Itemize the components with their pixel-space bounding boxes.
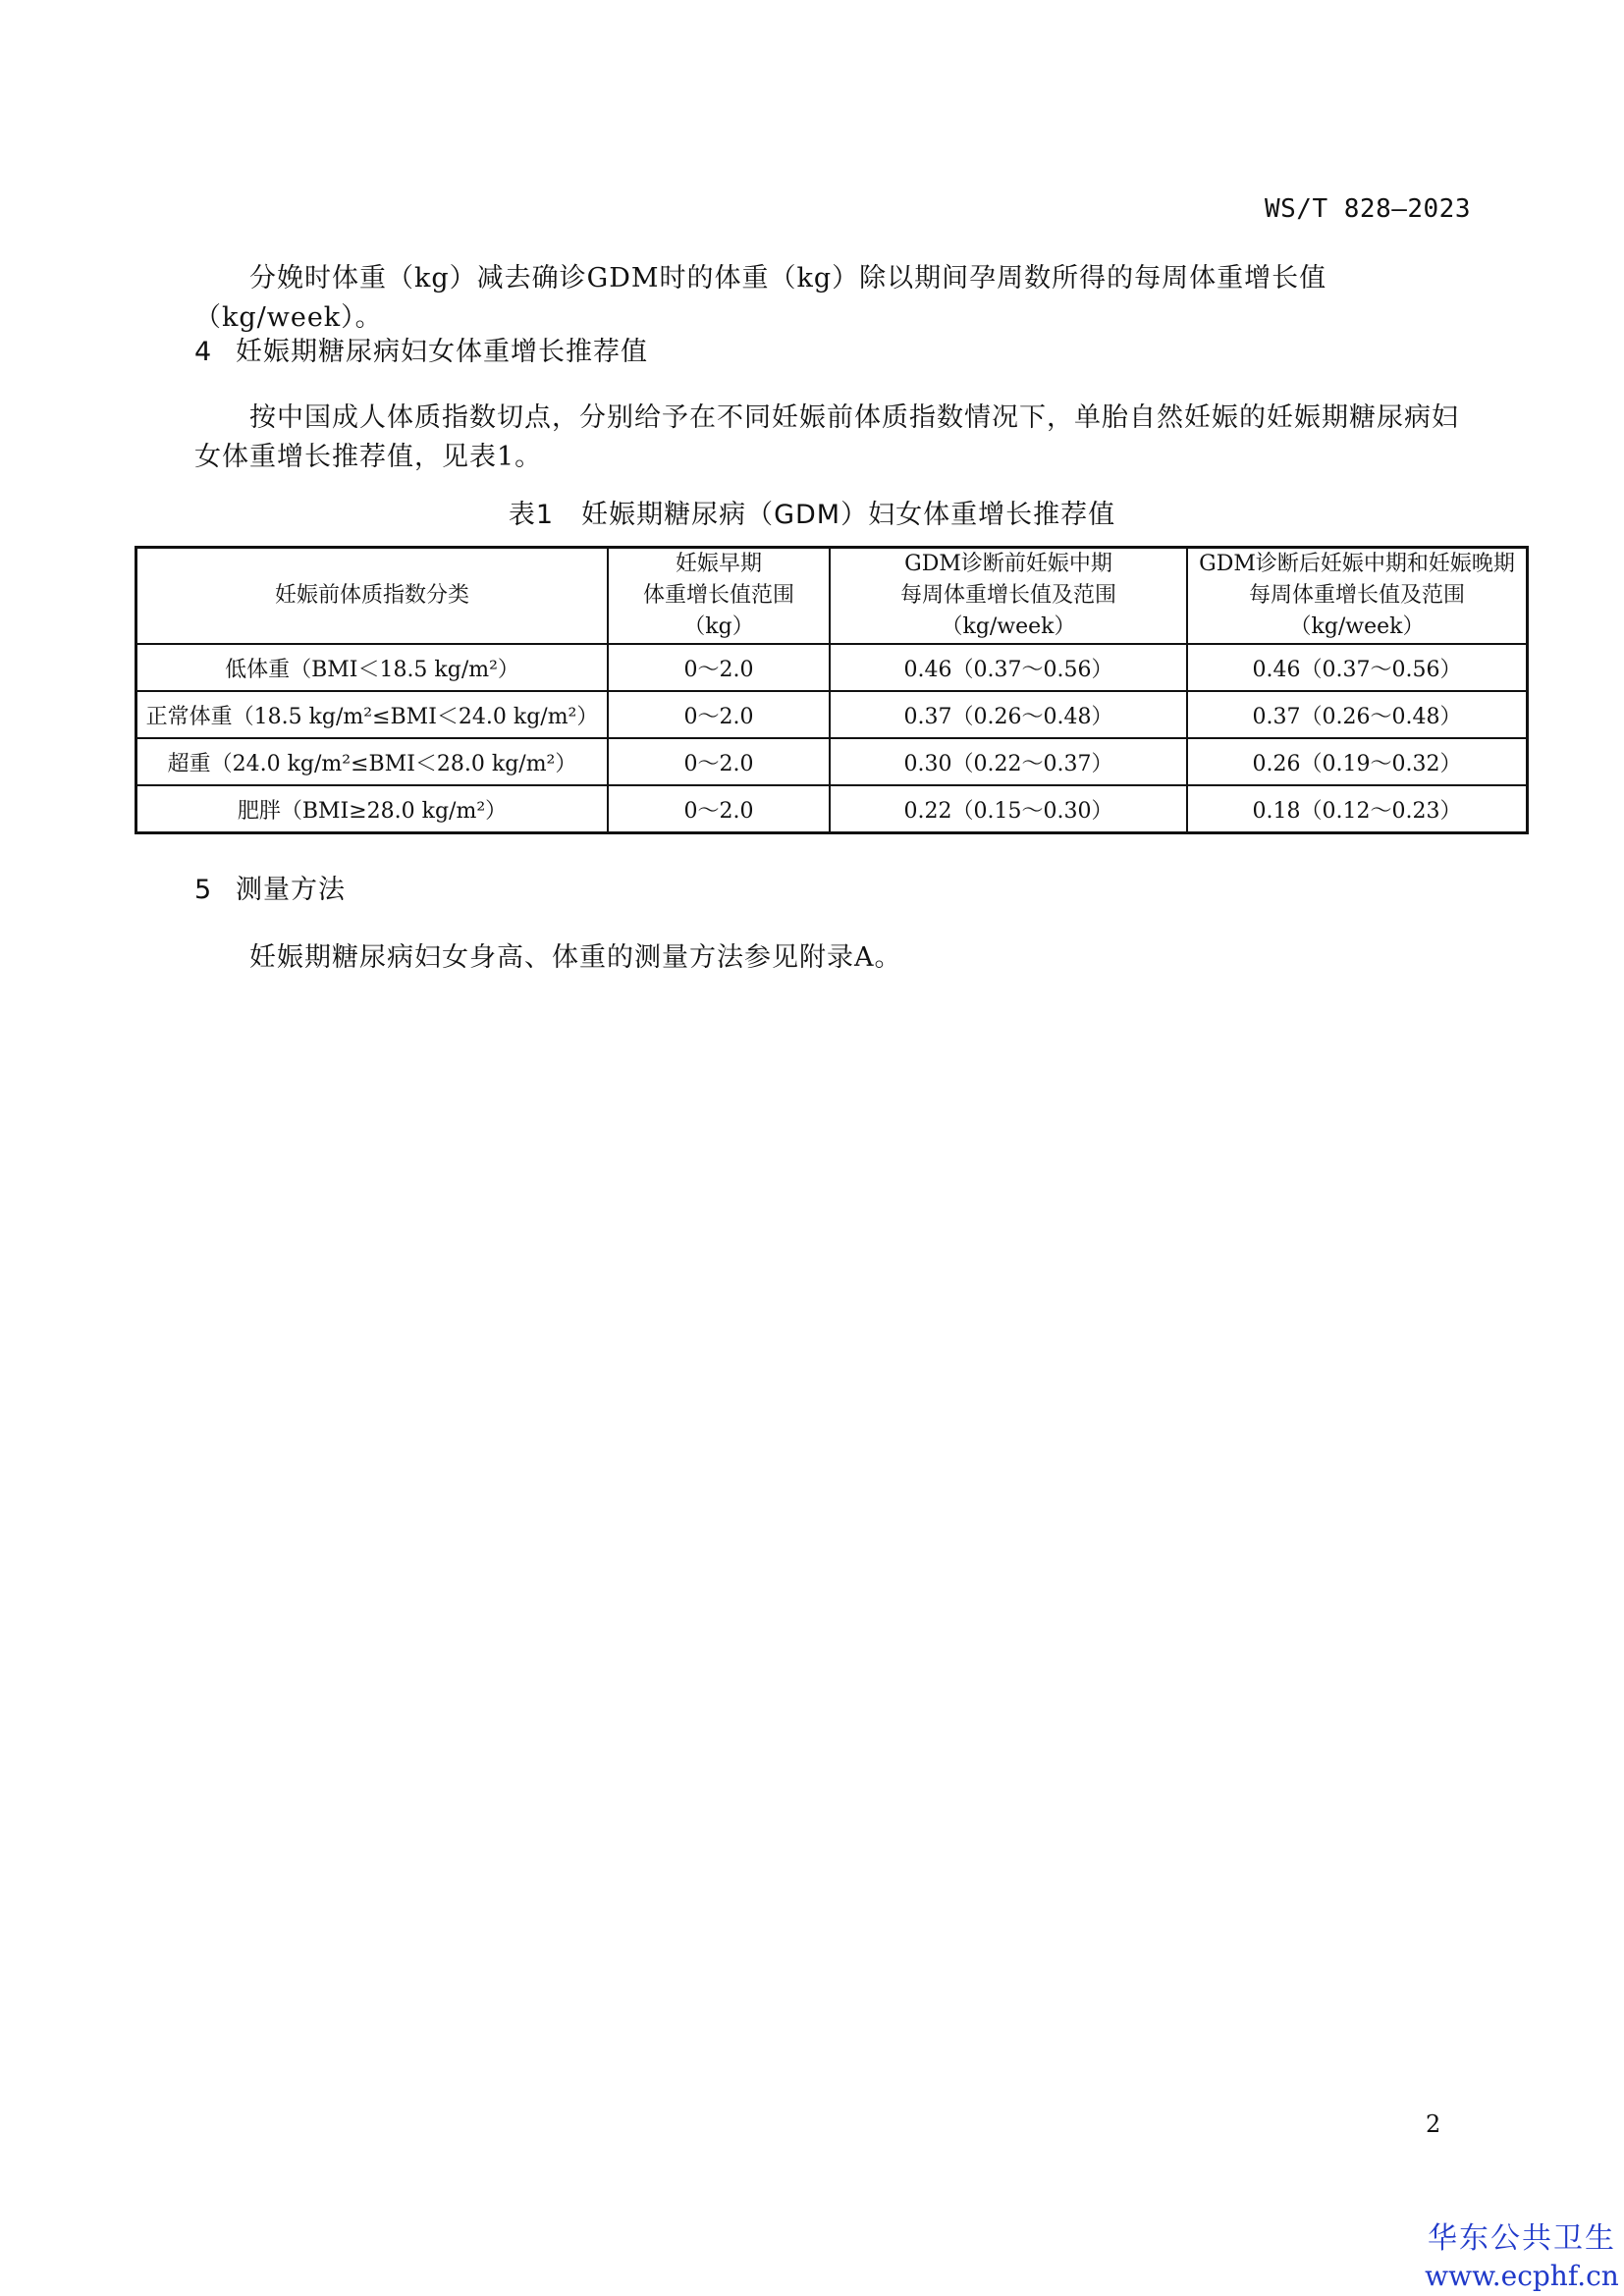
header-line: 每周体重增长值及范围 [899,583,1116,608]
header-line: （kg） [683,614,754,639]
table-cell: 超重（24.0 kg/m²≤BMI＜28.0 kg/m²） [136,738,609,785]
weight-gain-table [135,546,1529,834]
table-cell: 0.26（0.19～0.32） [1187,738,1528,785]
section-4-number: 4 [194,337,213,367]
table-cell: 0.37（0.26～0.48） [1187,691,1528,738]
table-cell: 0.30（0.22～0.37） [830,738,1187,785]
table-cell: 0.46（0.37～0.56） [1187,644,1528,691]
table-header-cell [608,548,830,645]
section-5-number: 5 [194,875,213,905]
table-cell: 0～2.0 [608,785,830,833]
table-row [136,644,1528,691]
page-number: 2 [1426,2110,1441,2138]
header-line: （kg/week） [1289,614,1425,639]
table-row [136,738,1528,785]
table-row [136,785,1528,833]
header-line: GDM诊断前妊娠中期 [904,552,1112,576]
table-header-cell [1187,548,1528,645]
document-code: WS/T 828—2023 [1265,194,1471,224]
section-4-paragraph: 按中国成人体质指数切点，分别给予在不同妊娠前体质指数情况下，单胎自然妊娠的妊娠期糖尿病妇女体重增长推荐值，见表1。 [194,402,1459,472]
section-5-paragraph: 妊娠期糖尿病妇女身高、体重的测量方法参见附录A。 [249,942,902,973]
table-cell: 0.37（0.26～0.48） [830,691,1187,738]
site-watermark [1424,2220,1620,2295]
table-cell: 0～2.0 [608,738,830,785]
intro-paragraph: 分娩时体重（kg）减去确诊GDM时的体重（kg）除以期间孕周数所得的每周体重增长值（kg/week）。 [194,263,1327,333]
table-header-row [136,548,1528,645]
header-line: （kg/week） [941,614,1076,639]
table-cell: 0～2.0 [608,644,830,691]
table-cell: 正常体重（18.5 kg/m²≤BMI＜24.0 kg/m²） [136,691,609,738]
table-cell: 0.22（0.15～0.30） [830,785,1187,833]
table-cell: 0.18（0.12～0.23） [1187,785,1528,833]
section-4-heading [194,330,648,368]
table-header-cell [136,548,609,645]
watermark-name: 华东公共卫生 [1428,2221,1616,2256]
table-header-cell [830,548,1187,645]
section-5-heading [194,868,346,906]
table-caption: 表1 妊娠期糖尿病（GDM）妇女体重增长推荐值 [508,500,1116,530]
header-line: 每周体重增长值及范围 [1248,583,1465,608]
table-cell: 0～2.0 [608,691,830,738]
header-line: 体重增长值范围 [642,583,794,608]
table-row [136,691,1528,738]
table-cell: 0.46（0.37～0.56） [830,644,1187,691]
table-cell: 低体重（BMI＜18.5 kg/m²） [136,644,609,691]
section-4-title: 妊娠期糖尿病妇女体重增长推荐值 [236,337,648,367]
table-cell: 肥胖（BMI≥28.0 kg/m²） [136,785,609,833]
header-line: 妊娠早期 [675,552,762,576]
watermark-url: www.ecphf.cn [1425,2260,1619,2292]
section-5-title: 测量方法 [236,875,346,905]
header-line: 妊娠前体质指数分类 [274,583,469,608]
header-line: GDM诊断后妊娠中期和妊娠晚期 [1199,552,1515,576]
